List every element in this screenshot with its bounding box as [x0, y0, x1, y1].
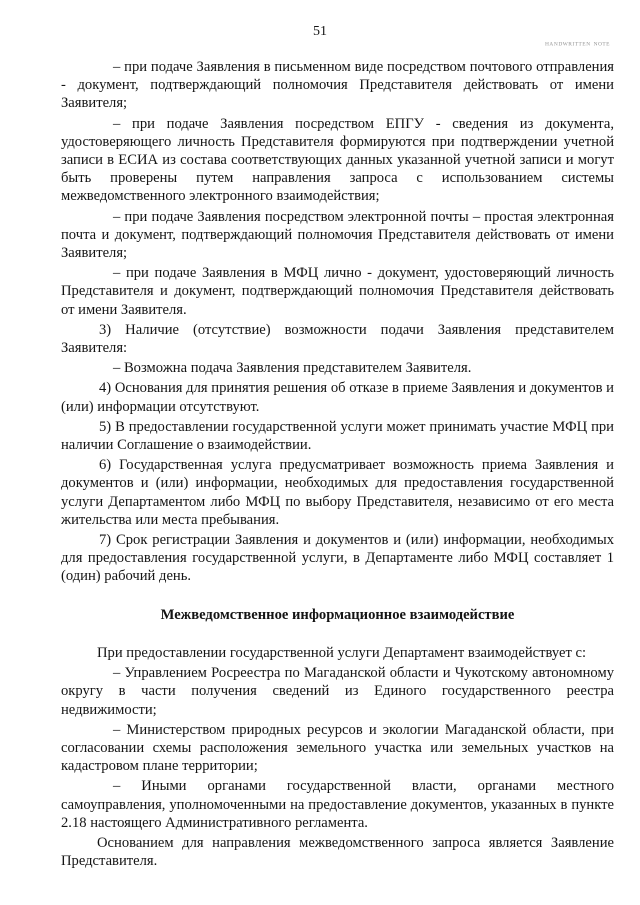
section-closing: Основанием для направления межведомственного запроса является Заявление Представителя. — [61, 834, 614, 870]
handwritten-note: ᴴᴬᴺᴰᵂᴿᴵᵀᵀᴱᴺ ᴺᴼᵀᴱ — [544, 40, 610, 50]
paragraph-item-5: 5) В предоставлении государственной услуги может принимать участие МФЦ при наличии Соглашение о взаимодействии. — [61, 418, 614, 454]
section-item-ministry: – Министерством природных ресурсов и экологии Магаданской области, при согласовании схемы расположения земельного участка или земельных участков на кадастровом плане территории; — [61, 721, 614, 775]
paragraph-item-3: 3) Наличие (отсутствие) возможности подачи Заявления представителем Заявителя: — [61, 321, 614, 357]
section-item-rosreestr: – Управлением Росреестра по Магаданской области и Чукотскому автономному округу в части получения сведений из Единого государственного реестра недвижимости; — [61, 665, 614, 718]
section-item-other-bodies: – Иными органами государственной власти, органами местного самоуправления, уполномоченными на предоставление документов, указанных в пункте 2.18 настоящего Административного регламента. — [61, 778, 614, 831]
paragraph-epgu-submission: – при подаче Заявления посредством ЕПГУ - сведения из документа, удостоверяющего личность Представителя формируются при подтверждении учетной записи в ЕСИА из состава соответствующих данных указанной учетной записи и могут быть проверены путем направления запроса с использованием системы межведомственного электронного взаимодействия; — [61, 115, 614, 205]
paragraph-item-6: 6) Государственная услуга предусматривает возможность приема Заявления и документов и (или) информации, необходимых для предоставления государственной услуги Департаментом либо МФЦ по выбору Представителя, независимо от его места жительства или места пребывания. — [61, 457, 614, 528]
paragraph-email-submission: – при подаче Заявления посредством электронной почты – простая электронная почта и документ, подтверждающий полномочия Представителя действовать от имени Заявителя; — [61, 208, 614, 262]
paragraph-item-7: 7) Срок регистрации Заявления и документов и (или) информации, необходимых для предоставления государственной услуги, в Департаменте либо МФЦ составляет 1 (один) рабочий день. — [61, 532, 614, 585]
section-heading: Межведомственное информационное взаимодействие — [160, 606, 515, 623]
paragraph-mfc-submission: – при подаче Заявления в МФЦ лично - документ, удостоверяющий личность Представителя и документ, подтверждающий полномочия Представителя действовать от имени Заявителя. — [61, 265, 614, 318]
paragraph-postal-submission: – при подаче Заявления в письменном виде посредством почтового отправления - документ, подтверждающий полномочия Представителя действовать от имени Заявителя; — [61, 59, 614, 112]
page-number: 51 — [313, 24, 327, 39]
paragraph-item-4: 4) Основания для принятия решения об отказе в приеме Заявления и документов и (или) информации отсутствуют. — [61, 380, 614, 415]
paragraph-representative-allowed: – Возможна подача Заявления представителем Заявителя. — [113, 360, 472, 377]
document-body — [61, 58, 614, 872]
section-intro: При предоставлении государственной услуги Департамент взаимодействует с: — [97, 644, 587, 661]
